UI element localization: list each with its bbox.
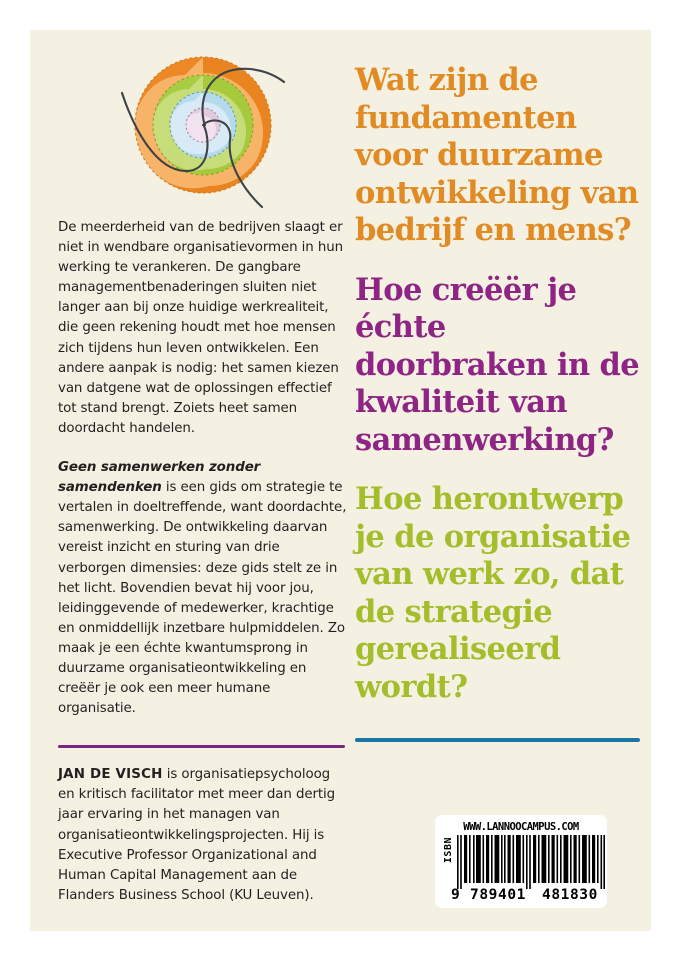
book-description-rest: is een gids om strategie te vertalen in doeltreffende, want doordachte, samenwerking. De ontwikkeling daarvan vereist inzicht en sturing van drie verborgen dimensies: deze gids stelt ze in het licht. Bovendien bevat hij voor jou, leidinggevende of medewerker, krachtige en onmiddellijk inzetbare hulpmiddelen. Zo maak je een échte kwantumsprong in duurzame organisatieontwikkeling en creëër je ook een meer humane organisatie. [58, 480, 347, 717]
book-cover [30, 30, 651, 931]
author-bio [58, 765, 348, 906]
barcode-main [443, 835, 599, 905]
purple-divider [58, 745, 345, 748]
spiral-logo-icon [113, 40, 293, 215]
barcode-panel [435, 815, 607, 908]
blue-divider [355, 738, 640, 742]
ean-group-3: 481830 [541, 887, 598, 903]
isbn-label: ISBN [443, 837, 454, 864]
headline-question-2: Hoe creëër je échte doorbraken in de kwaliteit van samenwerking? [355, 271, 640, 458]
ean-group-2: 789401 [470, 887, 526, 903]
right-column [355, 62, 640, 742]
headline-question-1: Wat zijn de fundamenten voor duurzame ontwikkeling van bedrijf en mens? [355, 62, 639, 248]
logo-container [58, 38, 348, 218]
intro-paragraph: De meerderheid van de bedrijven slaagt er niet in wendbare organisatievormen in hun werking te verankeren. De gangbare managementbenaderingen sluiten niet langer aan bij onze huidige werkrealiteit, die geen rekening houdt met hoe mensen zich tijdens hun leven ontwikkelen. Een andere aanpak is nodig: het samen kiezen van datgene wat de oplossingen effectief tot stand brengt. Zoiets heet samen doordacht handelen. [58, 220, 344, 436]
publisher-url: WWW.LANNOOCAMPUS.COM [463, 821, 579, 833]
ean-group-1: 9 [451, 887, 461, 903]
headline-question-3: Hoe herontwerp je de organisatie van werk zo, dat de strategie gerealiseerd wordt? [355, 481, 631, 705]
author-bio-text: is organisatiepsycholoog en kritisch facilitator met meer dan dertig jaar ervaring in het managen van organisatieontwikkelingsprojecten. Hij is Executive Professor Organizational and Human Capital Management aan de Flanders Business School (KU Leuven). [58, 767, 336, 903]
ean-number [451, 887, 599, 903]
barcode-bars-icon [457, 835, 605, 889]
author-name: JAN DE VISCH [58, 767, 163, 783]
book-title-inline: Geen samenwerken zonder samendenken [58, 460, 261, 496]
left-column [58, 38, 348, 923]
book-description-paragraph [58, 458, 348, 719]
